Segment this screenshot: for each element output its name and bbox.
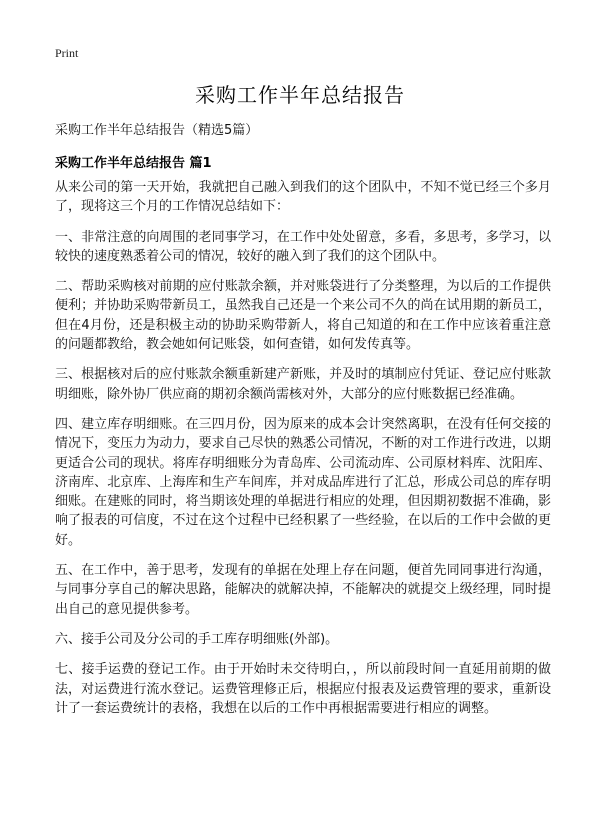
section-heading: 采购工作半年总结报告 篇1: [55, 156, 212, 171]
document-subtitle: 采购工作半年总结报告（精选5篇）: [55, 123, 259, 138]
paragraph-intro: 从来公司的第一天开始，我就把自己融入到我们的这个团队中，不知不觉已经三个多月了，现将这三个月的工作情况总结如下：: [55, 180, 551, 215]
paragraph-item-2: 二、帮助采购核对前期的应付账款余额，并对账袋进行了分类整理，为以后的工作提供便利；并协助采购带新员工，虽然我自己还是一个来公司不久的尚在试用期的新员工，但在4月份，还是积极主动的协助采购带新人，将自己知道的和在工作中应该着重注意的问题都教给，教会她如何记账袋，如何查错，如何发传真等。: [55, 279, 551, 353]
print-link[interactable]: Print: [55, 46, 79, 60]
paragraph-item-3: 三、根据核对后的应付账款余额重新建产新账，并及时的填制应付凭证、登记应付账款明细账，除外协厂供应商的期初余额尚需核对外，大部分的应付账数据已经准确。: [55, 367, 551, 402]
paragraph-item-5: 五、在工作中，善于思考，发现有的单据在处理上存在问题，便首先同同事进行沟通，与同事分享自己的解决思路，能解决的就解决掉，不能解决的就提交上级经理，同时提出自己的意见提供参考。: [55, 563, 551, 617]
article-body: [55, 178, 551, 729]
paragraph-item-7: 七、接手运费的登记工作。由于开始时未交待明白，，所以前段时间一直延用前期的做法，对运费进行流水登记。运费管理修正后，根据应付报表及运费管理的要求，重新设计了一套运费统计的表格，我想在以后的工作中再根据需要进行相应的调整。: [55, 662, 551, 716]
paragraph-item-6: 六、接手公司及分公司的手工库存明细账(外部)。: [55, 631, 339, 647]
page-title: 采购工作半年总结报告: [195, 83, 405, 107]
paragraph-item-1: 一、非常注意的向周围的老同事学习，在工作中处处留意，多看，多思考，多学习，以较快的速度熟悉着公司的情况，较好的融入到了我们的这个团队中。: [55, 229, 551, 264]
paragraph-item-4: 四、建立库存明细账。在三四月份，因为原来的成本会计突然离职，在没有任何交接的情况下，变压力为动力，要求自己尽快的熟悉公司情况，不断的对工作进行改进，以期更适合公司的现状。将库存明细账分为青岛库、公司流动库、公司原材料库、沈阳库、济南库、北京库、上海库和生产车间库，并对成品库进行了汇总，形成公司总的库存明细账。在建账的同时，将当期该处理的单据进行相应的处理，但因期初数据不准确，影响了报表的可信度，不过在这个过程中已经积累了一些经验，在以后的工作中会做的更好。: [55, 416, 551, 548]
